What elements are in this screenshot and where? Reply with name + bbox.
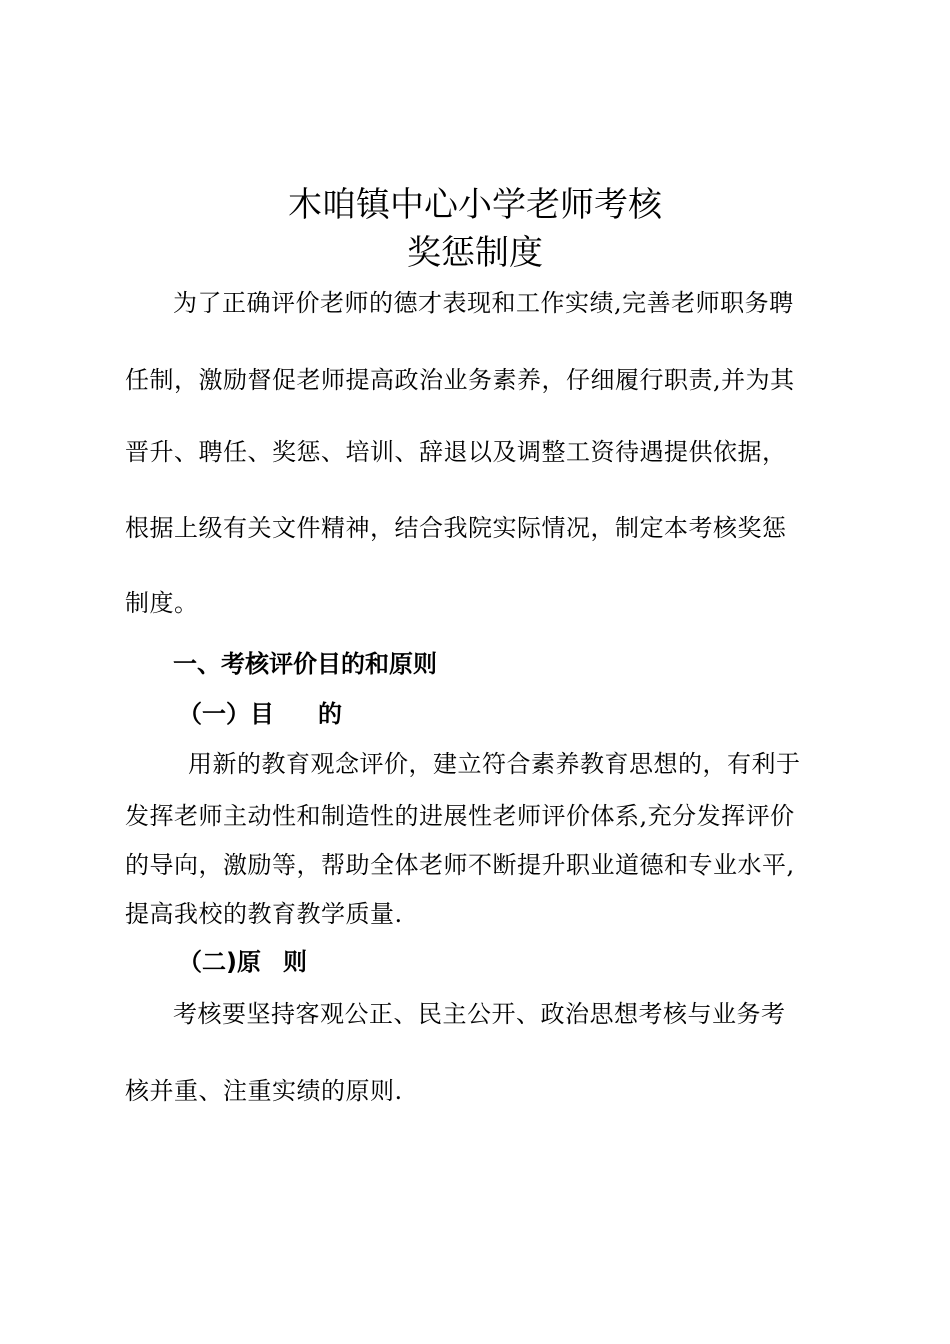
principle-line-2: 核并重、注重实绩的原则. [125,1077,403,1105]
subsection-heading-principle-prefix: （二)原 [178,948,261,976]
intro-line-1: 为了正确评价老师的德才表现和工作实绩,完善老师职务聘 [173,289,794,317]
purpose-line-3: 的导向，激励等，帮助全体老师不断提升职业道德和专业水平, [125,851,795,879]
section-heading-1: 一、考核评价目的和原则 [173,650,437,678]
document-title-line-2: 奖惩制度 [407,233,543,273]
subsection-heading-principle-suffix: 则 [282,948,307,976]
subsection-heading-purpose [178,698,342,730]
intro-line-3: 晋升、聘任、奖惩、培训、辞退以及调整工资待遇提供依据， [125,438,787,466]
subsection-heading-principle [178,946,307,978]
intro-line-4: 根据上级有关文件精神，结合我院实际情况，制定本考核奖惩 [125,514,787,542]
intro-line-2: 任制，激励督促老师提高政治业务素养，仔细履行职责,并为其 [125,366,795,394]
subsection-heading-purpose-prefix: （一）目 [178,700,274,728]
purpose-line-1: 用新的教育观念评价，建立符合素养教育思想的，有利于 [188,750,801,778]
intro-line-5: 制度。 [125,589,199,617]
purpose-line-4: 提高我校的教育教学质量. [125,900,403,928]
purpose-line-2: 发挥老师主动性和制造性的进展性老师评价体系,充分发挥评价 [125,802,795,830]
subsection-heading-purpose-suffix: 的 [318,700,342,728]
document-title-line-1: 木咱镇中心小学老师考核 [288,185,662,225]
principle-line-1: 考核要坚持客观公正、民主公开、政治思想考核与业务考 [173,1000,786,1028]
